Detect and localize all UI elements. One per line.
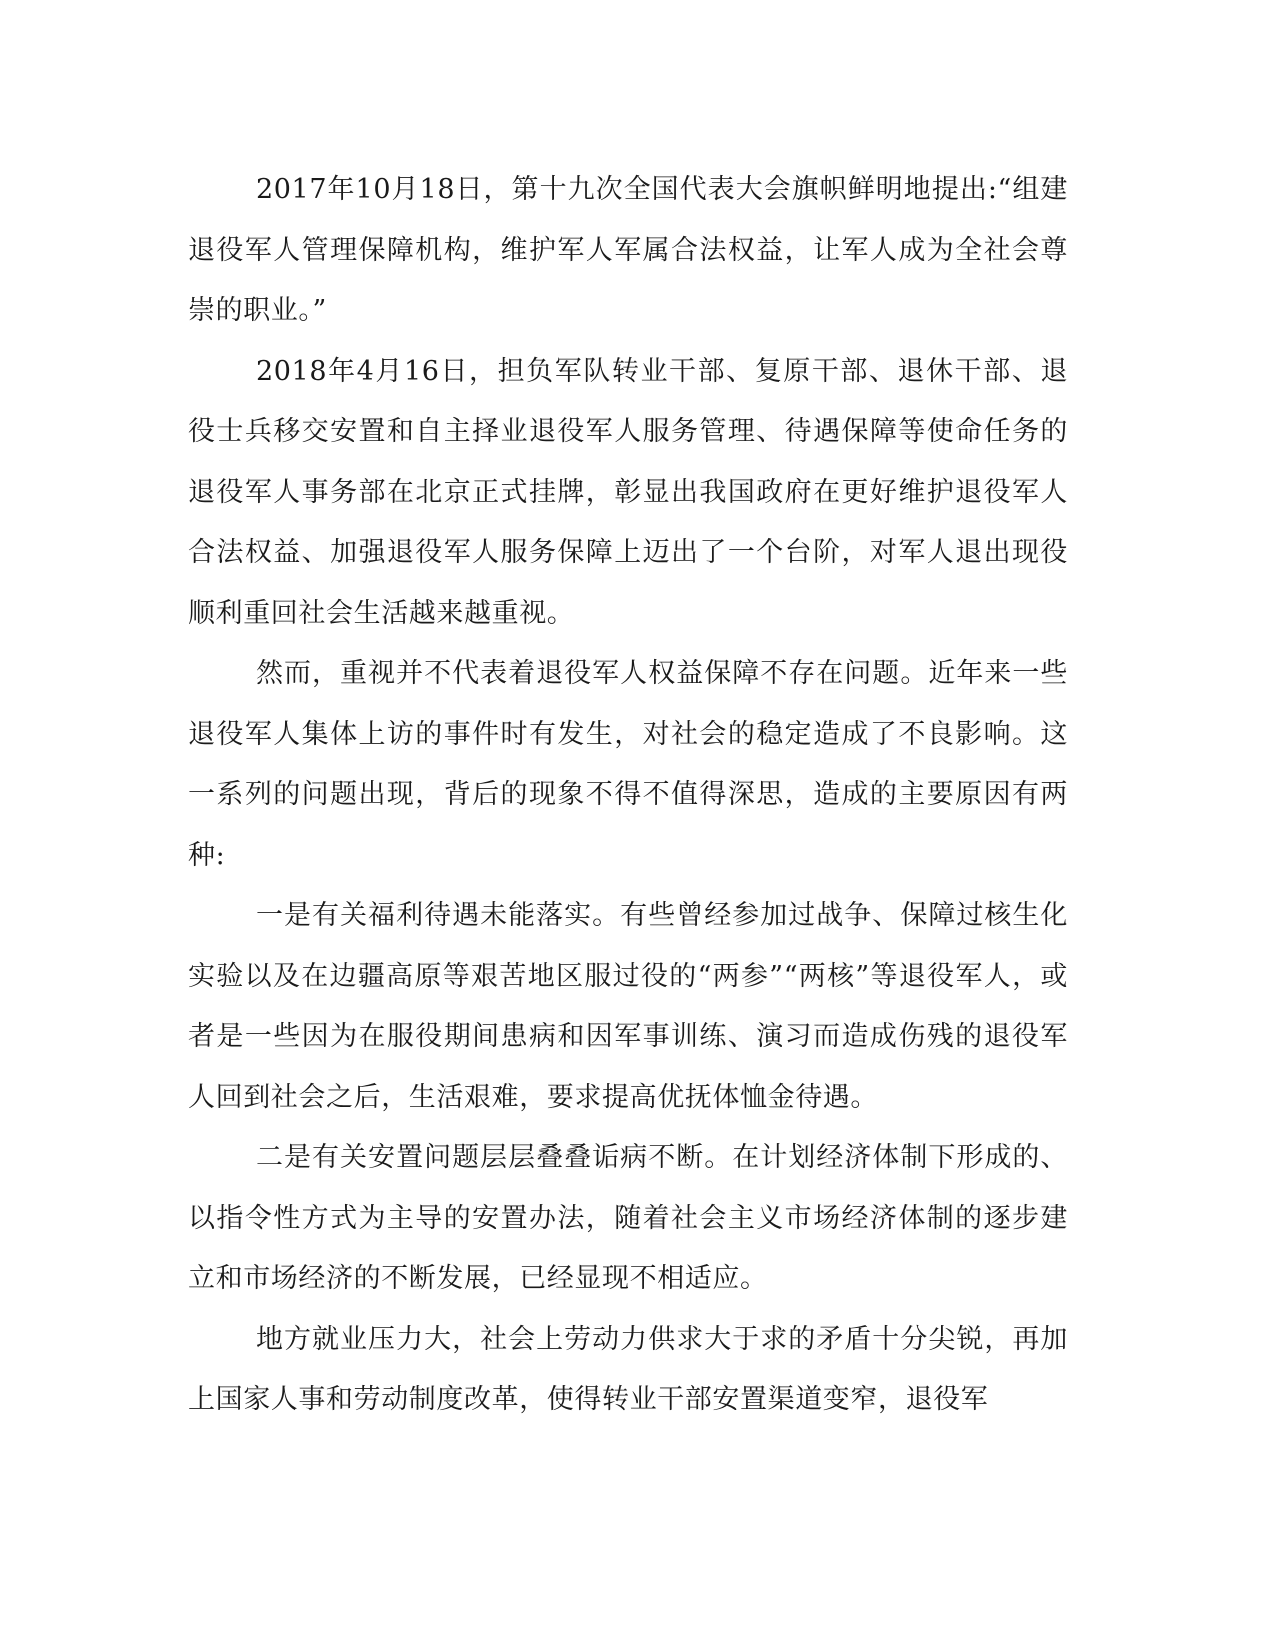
paragraph: 2017年10月18日，第十九次全国代表大会旗帜鲜明地提出:“组建退役军人管理保障机构，维护军人军属合法权益，让军人成为全社会尊崇的职业。”	[188, 174, 1068, 326]
document-body	[188, 160, 1068, 1431]
paragraph: 地方就业压力大，社会上劳动力供求大于求的矛盾十分尖锐，再加上国家人事和劳动制度改革，使得转业干部安置渠道变窄，退役军	[188, 1323, 1068, 1415]
paragraph: 一是有关福利待遇未能落实。有些曾经参加过战争、保障过核生化实验以及在边疆高原等艰苦地区服过役的“两参”“两核”等退役军人，或者是一些因为在服役期间患病和因军事训练、演习而造成伤残的退役军人回到社会之后，生活艰难，要求提高优抚体恤金待遇。	[188, 900, 1068, 1113]
paragraph: 2018年4月16日，担负军队转业干部、复原干部、退休干部、退役士兵移交安置和自主择业退役军人服务管理、待遇保障等使命任务的退役军人事务部在北京正式挂牌，彰显出我国政府在更好维护退役军人合法权益、加强退役军人服务保障上迈出了一个台阶，对军人退出现役顺利重回社会生活越来越重视。	[188, 355, 1068, 629]
paragraph: 然而，重视并不代表着退役军人权益保障不存在问题。近年来一些退役军人集体上访的事件时有发生，对社会的稳定造成了不良影响。这一系列的问题出现，背后的现象不得不值得深思，造成的主要原因有两种:	[188, 658, 1068, 871]
paragraph: 二是有关安置问题层层叠叠诟病不断。在计划经济体制下形成的、以指令性方式为主导的安置办法，随着社会主义市场经济体制的逐步建立和市场经济的不断发展，已经显现不相适应。	[188, 1142, 1068, 1294]
